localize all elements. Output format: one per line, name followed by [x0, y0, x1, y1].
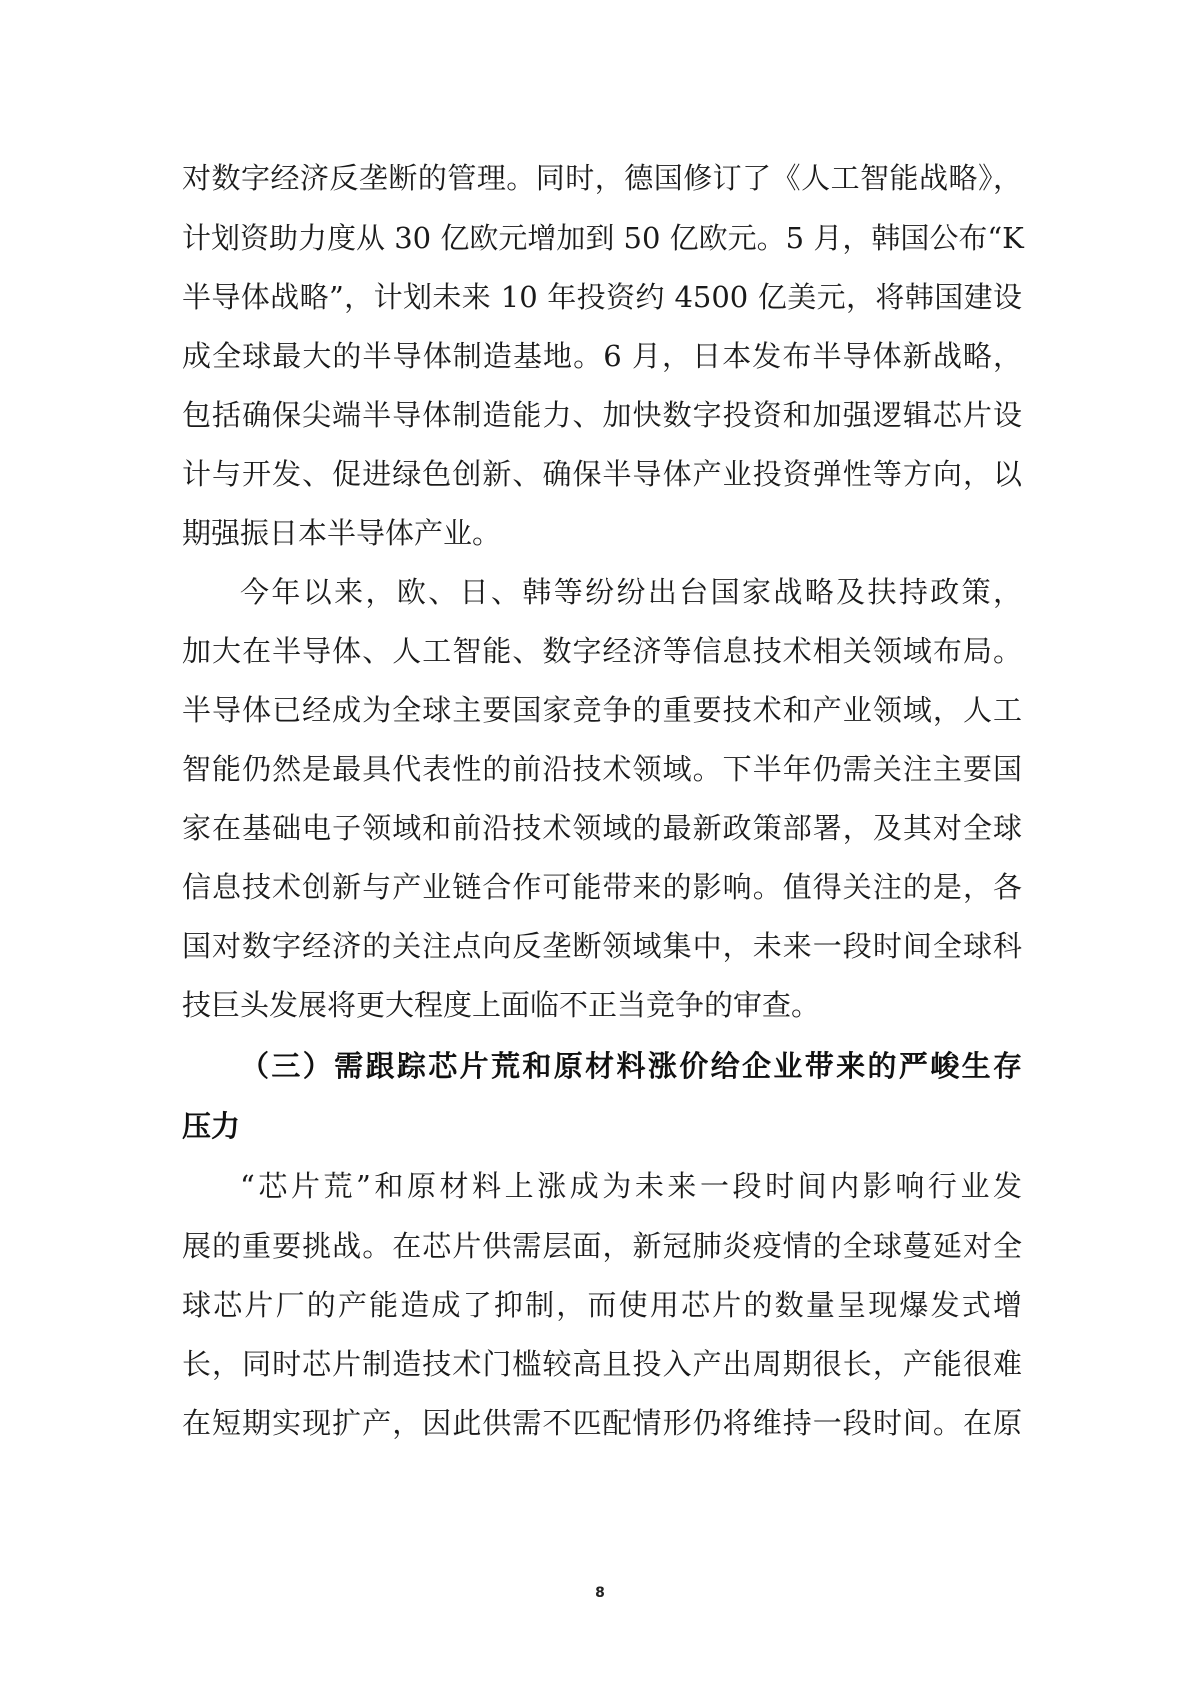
text-line: 计划资助力度从 30 亿欧元增加到 50 亿欧元。5 月，韩国公布“K: [182, 221, 1024, 255]
text-line: 期强振日本半导体产业。: [182, 516, 502, 550]
text-line: 半导体已经成为全球主要国家竞争的重要技术和产业领域，人工: [182, 693, 1022, 727]
text-line: 计与开发、促进绿色创新、确保半导体产业投资弹性等方向，以: [182, 457, 1022, 491]
text-line: 对数字经济反垄断的管理。同时，德国修订了《人工智能战略》，: [182, 161, 1022, 195]
text-line: 包括确保尖端半导体制造能力、加快数字投资和加强逻辑芯片设: [182, 398, 1022, 432]
text-line: 球芯片厂的产能造成了抑制，而使用芯片的数量呈现爆发式增: [182, 1288, 1022, 1322]
page-number: 8: [595, 1585, 605, 1601]
text-line: 信息技术创新与产业链合作可能带来的影响。值得关注的是，各: [182, 870, 1022, 904]
heading-line: （三）需跟踪芯片荒和原材料涨价给企业带来的严峻生存: [240, 1049, 1022, 1083]
text-line: 技巨头发展将更大程度上面临不正当竞争的审查。: [182, 988, 821, 1022]
text-line: 今年以来，欧、日、韩等纷纷出台国家战略及扶持政策，: [240, 575, 1022, 609]
text-line: 国对数字经济的关注点向反垄断领域集中，未来一段时间全球科: [182, 929, 1022, 963]
heading-line: 压力: [182, 1109, 241, 1143]
text-line: 智能仍然是最具代表性的前沿技术领域。下半年仍需关注主要国: [182, 752, 1022, 786]
text-line: 长，同时芯片制造技术门槛较高且投入产出周期很长，产能很难: [182, 1347, 1022, 1381]
text-line: 家在基础电子领域和前沿技术领域的最新政策部署，及其对全球: [182, 811, 1022, 845]
text-line: 加大在半导体、人工智能、数字经济等信息技术相关领域布局。: [182, 634, 1022, 668]
text-line: 展的重要挑战。在芯片供需层面，新冠肺炎疫情的全球蔓延对全: [182, 1229, 1022, 1263]
text-line: 成全球最大的半导体制造基地。6 月，日本发布半导体新战略，: [182, 339, 1022, 373]
text-line: “芯片荒”和原材料上涨成为未来一段时间内影响行业发: [240, 1169, 1022, 1203]
text-line: 半导体战略”，计划未来 10 年投资约 4500 亿美元，将韩国建设: [182, 280, 1022, 314]
text-line: 在短期实现扩产，因此供需不匹配情形仍将维持一段时间。在原: [182, 1406, 1022, 1440]
